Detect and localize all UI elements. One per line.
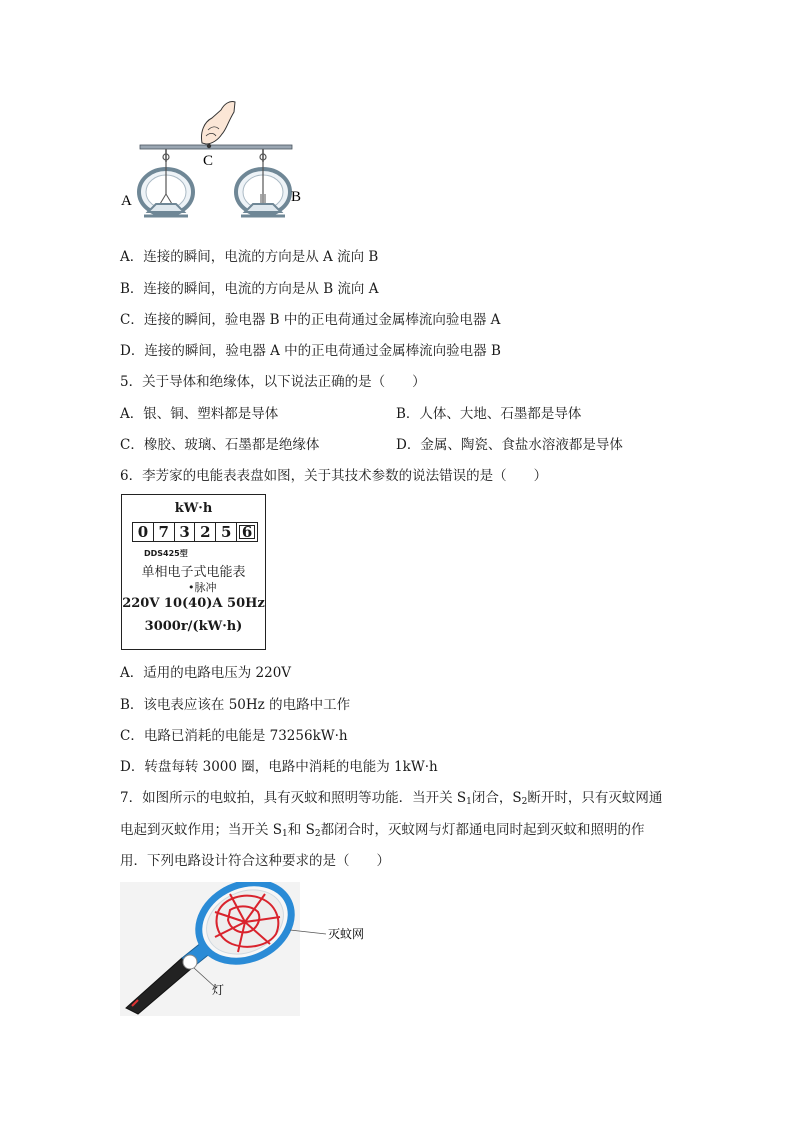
q6-option-c: C．电路已消耗的电能是 73256kW·h <box>120 728 348 744</box>
meter-model: DDS425型 <box>144 549 188 558</box>
meter-digit-decimal: 6 <box>237 523 257 541</box>
meter-digit: 7 <box>154 523 175 541</box>
meter-digit: 2 <box>195 523 216 541</box>
q5-option-d: D．金属、陶瓷、食盐水溶液都是导体 <box>396 437 623 453</box>
meter-spec-voltage: 220V 10(40)A 50Hz <box>122 596 265 611</box>
meter-pulse: •脉冲 <box>188 581 217 594</box>
subscript-1: 1 <box>282 829 288 839</box>
subscript-2: 2 <box>314 829 321 839</box>
energy-meter-figure <box>121 494 266 650</box>
label-a: A <box>121 193 132 209</box>
q7-stem-line3: 用．下列电路设计符合这种要求的是（ ） <box>120 853 390 869</box>
q6-stem: 6．李芳家的电能表表盘如图，关于其技术参数的说法错误的是（ ） <box>120 468 548 484</box>
label-lamp: 灯 <box>212 983 225 997</box>
q7-text: 和 S <box>287 822 315 838</box>
q4-option-d: D．连接的瞬间，验电器 A 中的正电荷通过金属棒流向验电器 B <box>120 343 501 359</box>
q5-option-b: B．人体、大地、石墨都是导体 <box>396 406 582 422</box>
meter-digit: 5 <box>216 523 237 541</box>
q4-option-b: B．连接的瞬间，电流的方向是从 B 流向 A <box>120 281 379 297</box>
q7-text: 闭合，S <box>471 790 522 806</box>
subscript-1: 1 <box>466 797 472 807</box>
electroscope-figure <box>118 96 318 218</box>
label-b: B <box>291 189 302 205</box>
q7-text: 7．如图所示的电蚊拍，具有灭蚊和照明等功能．当开关 S <box>120 790 467 806</box>
meter-digit: 3 <box>175 523 196 541</box>
q5-option-a: A．银、铜、塑料都是导体 <box>120 406 279 422</box>
q7-stem-line2 <box>120 821 645 839</box>
q6-option-a: A．适用的电路电压为 220V <box>120 665 292 681</box>
q6-option-d: D．转盘每转 3000 圈，电路中消耗的电能为 1kW·h <box>120 759 438 775</box>
q7-text: 电起到灭蚊作用；当开关 S <box>120 822 283 838</box>
meter-digits <box>132 522 258 542</box>
q4-option-a: A．连接的瞬间，电流的方向是从 A 流向 B <box>120 249 379 265</box>
q5-option-c: C．橡胶、玻璃、石墨都是绝缘体 <box>120 437 320 453</box>
label-c: C <box>203 153 214 169</box>
meter-unit: kW·h <box>174 501 213 516</box>
q6-option-b: B．该电表应该在 50Hz 的电路中工作 <box>120 697 351 713</box>
mosquito-swatter-figure <box>120 882 400 1016</box>
q7-text: 都闭合时，灭蚊网与灯都通电同时起到灭蚊和照明的作 <box>320 822 645 838</box>
meter-spec-revolutions: 3000r/(kW·h) <box>144 619 243 634</box>
meter-name: 单相电子式电能表 <box>141 565 246 580</box>
q7-text: 断开时，只有灭蚊网通 <box>527 790 663 806</box>
meter-digit: 0 <box>133 523 154 541</box>
q4-option-c: C．连接的瞬间，验电器 B 中的正电荷通过金属棒流向验电器 A <box>120 312 501 328</box>
subscript-2: 2 <box>521 797 528 807</box>
q5-stem: 5．关于导体和绝缘体，以下说法正确的是（ ） <box>120 374 426 390</box>
label-net: 灭蚊网 <box>328 927 365 941</box>
q7-stem-line1 <box>120 789 662 807</box>
